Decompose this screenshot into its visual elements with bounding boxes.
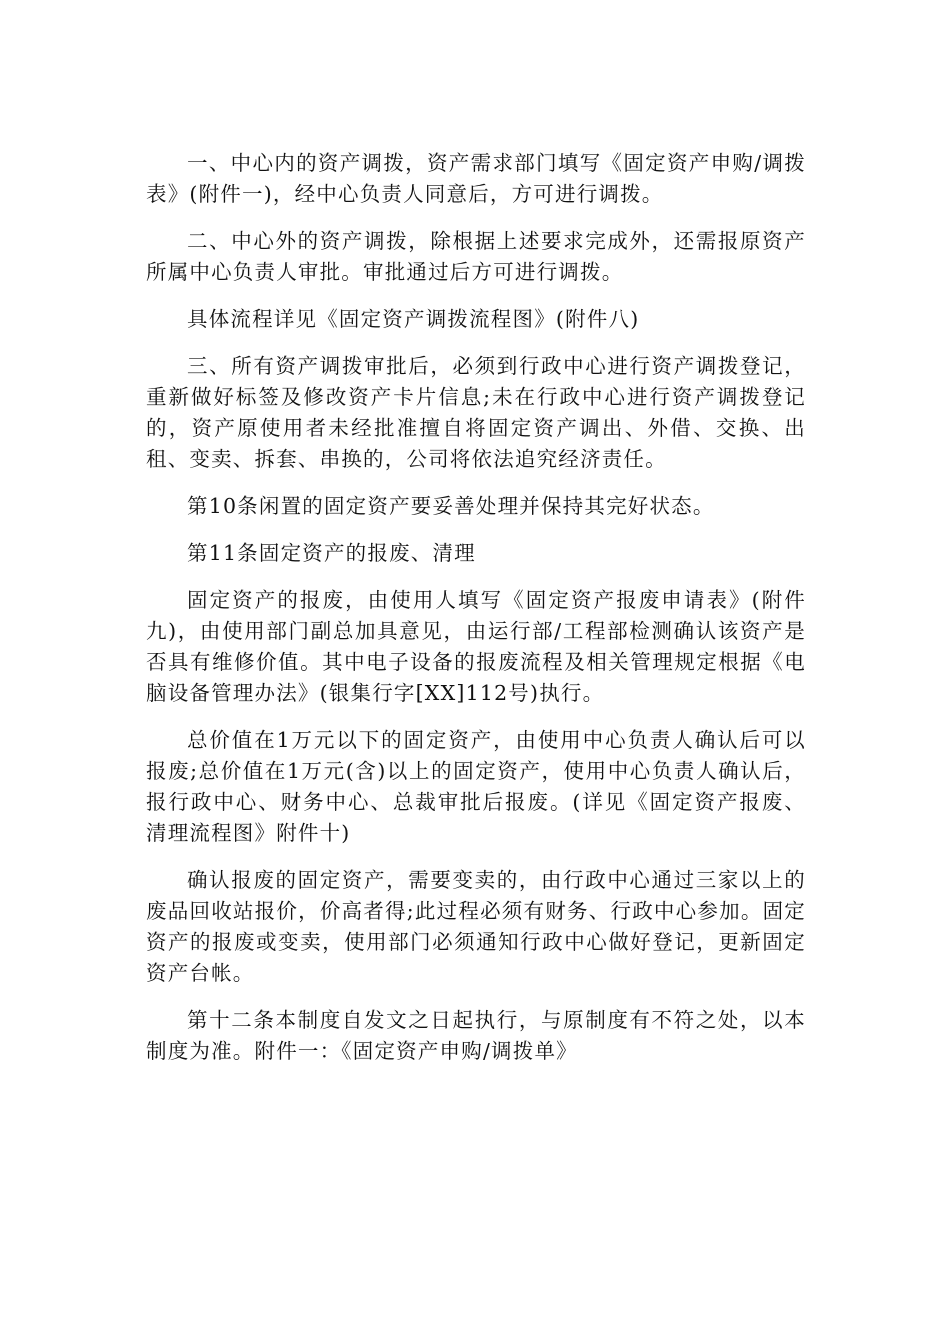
paragraph-transfer-flowchart-ref: 具体流程详见《固定资产调拨流程图》(附件八) bbox=[187, 307, 640, 331]
document-body bbox=[146, 148, 806, 1083]
paragraph-transfer-registration: 三、所有资产调拨审批后，必须到行政中心进行资产调拨登记，重新做好标签及修改资产卡片信息;未在行政中心进行资产调拨登记的，资产原使用者未经批准擅自将固定资产调出、外借、交换、出租、变卖、拆套、串换的，公司将依法追究经济责任。 bbox=[146, 354, 806, 471]
paragraph-article-10: 第10条闲置的固定资产要妥善处理并保持其完好状态。 bbox=[187, 494, 715, 518]
paragraph-scrapping-sale: 确认报废的固定资产，需要变卖的，由行政中心通过三家以上的废品回收站报价，价高者得;此过程必须有财务、行政中心参加。固定资产的报废或变卖，使用部门必须通知行政中心做好登记，更新固定资产台帐。 bbox=[146, 868, 806, 985]
paragraph-article-12: 第十二条本制度自发文之日起执行，与原制度有不符之处，以本制度为准。附件一：《固定资产申购/调拨单》 bbox=[146, 1008, 806, 1063]
paragraph-scrapping-procedure: 固定资产的报废，由使用人填写《固定资产报废申请表》(附件九)，由使用部门副总加具意见，由运行部/工程部检测确认该资产是否具有维修价值。其中电子设备的报废流程及相关管理规定根据《电脑设备管理办法》(银集行字[XX]112号)执行。 bbox=[146, 588, 806, 705]
paragraph-article-11-heading: 第11条固定资产的报废、清理 bbox=[187, 541, 476, 565]
paragraph-asset-transfer-external: 二、中心外的资产调拨，除根据上述要求完成外，还需报原资产所属中心负责人审批。审批通过后方可进行调拨。 bbox=[146, 229, 806, 284]
paragraph-scrapping-approval: 总价值在1万元以下的固定资产，由使用中心负责人确认后可以报废;总价值在1万元(含)以上的固定资产，使用中心负责人确认后，报行政中心、财务中心、总裁审批后报废。(详见《固定资产报废、清理流程图》附件十) bbox=[146, 728, 806, 845]
paragraph-asset-transfer-internal: 一、中心内的资产调拨，资产需求部门填写《固定资产申购/调拨表》(附件一)，经中心负责人同意后，方可进行调拨。 bbox=[146, 151, 806, 206]
